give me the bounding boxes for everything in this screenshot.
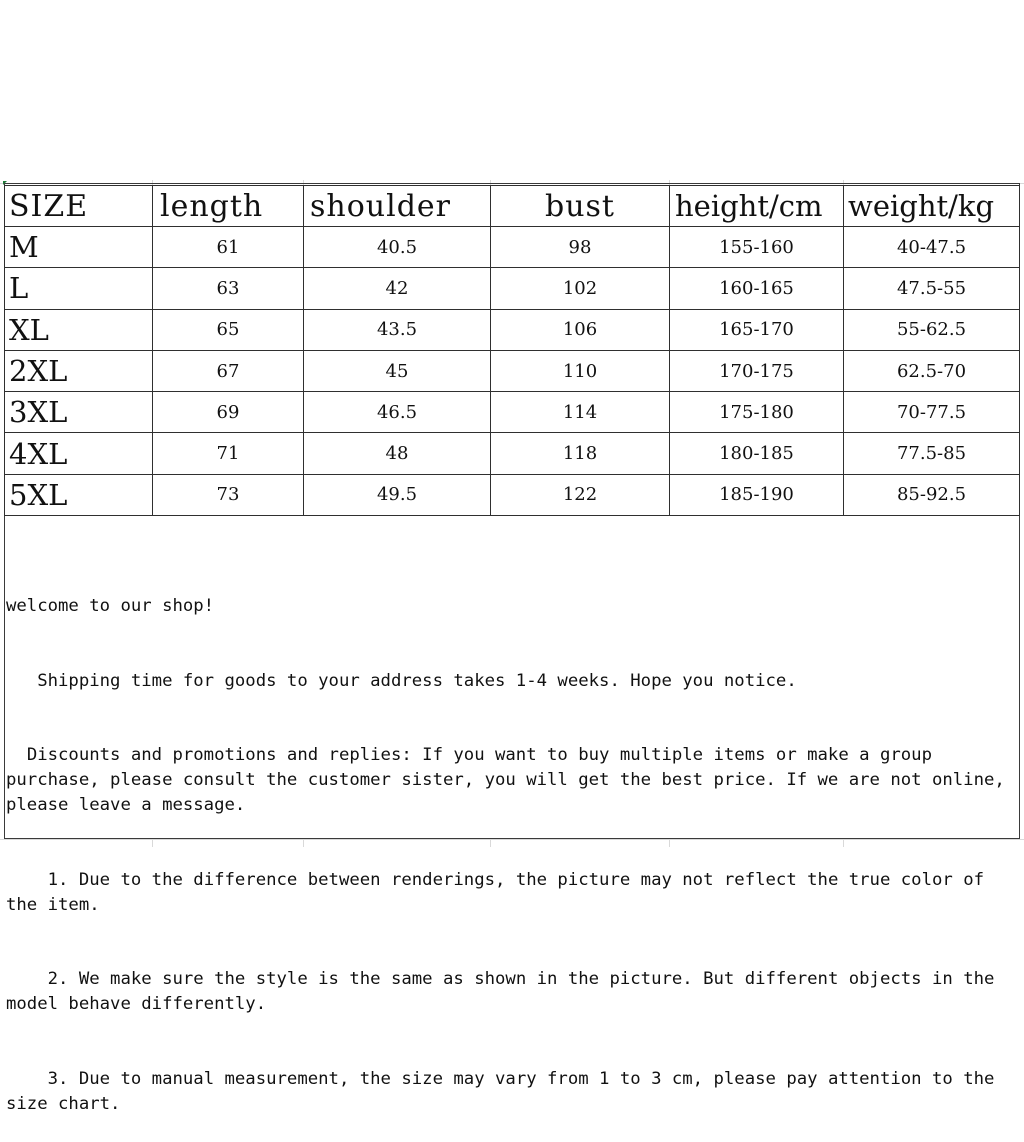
table-row — [5, 309, 1020, 350]
shoulder-cell: 43.5 — [304, 309, 491, 350]
header-length: length — [153, 186, 304, 227]
weight-cell: 85-92.5 — [844, 474, 1020, 515]
weight-cell: 40-47.5 — [844, 227, 1020, 268]
shoulder-cell: 48 — [304, 433, 491, 474]
height-cell: 185-190 — [670, 474, 844, 515]
note-1: 1. Due to the difference between renderings, the picture may not reflect the true color of the item. — [6, 869, 995, 915]
weight-cell: 70-77.5 — [844, 392, 1020, 433]
height-cell: 160-165 — [670, 268, 844, 309]
size-cell: 4XL — [5, 433, 153, 474]
header-weight: weight/kg — [844, 186, 1020, 227]
shop-notes — [6, 544, 1014, 1142]
size-cell: 2XL — [5, 350, 153, 391]
height-cell: 165-170 — [670, 309, 844, 350]
size-cell: L — [5, 268, 153, 309]
height-cell: 180-185 — [670, 433, 844, 474]
shipping-line: Shipping time for goods to your address takes 1-4 weeks. Hope you notice. — [6, 670, 797, 691]
table-row — [5, 433, 1020, 474]
note-2: 2. We make sure the style is the same as shown in the picture. But different objects in the model behave differently. — [6, 969, 1005, 1015]
weight-cell: 55-62.5 — [844, 309, 1020, 350]
size-cell: 5XL — [5, 474, 153, 515]
height-cell: 155-160 — [670, 227, 844, 268]
bust-cell: 114 — [491, 392, 670, 433]
shoulder-cell: 46.5 — [304, 392, 491, 433]
table-row — [5, 350, 1020, 391]
bust-cell: 102 — [491, 268, 670, 309]
size-cell: 3XL — [5, 392, 153, 433]
height-cell: 175-180 — [670, 392, 844, 433]
bust-cell: 122 — [491, 474, 670, 515]
table-row — [5, 392, 1020, 433]
shoulder-cell: 49.5 — [304, 474, 491, 515]
table-row — [5, 227, 1020, 268]
size-cell: XL — [5, 309, 153, 350]
discounts-paragraph: Discounts and promotions and replies: If you want to buy multiple items or make a group purchase, please consult the customer sister, you will get the best price. If we are not online, please leave a message. — [6, 745, 1016, 816]
weight-cell: 62.5-70 — [844, 350, 1020, 391]
bust-cell: 110 — [491, 350, 670, 391]
length-cell: 73 — [153, 474, 304, 515]
shoulder-cell: 45 — [304, 350, 491, 391]
bust-cell: 98 — [491, 227, 670, 268]
size-cell: M — [5, 227, 153, 268]
height-cell: 170-175 — [670, 350, 844, 391]
header-height: height/cm — [670, 186, 844, 227]
weight-cell: 47.5-55 — [844, 268, 1020, 309]
length-cell: 63 — [153, 268, 304, 309]
length-cell: 65 — [153, 309, 304, 350]
header-bust: bust — [491, 186, 670, 227]
shoulder-cell: 42 — [304, 268, 491, 309]
bust-cell: 118 — [491, 433, 670, 474]
length-cell: 71 — [153, 433, 304, 474]
bust-cell: 106 — [491, 309, 670, 350]
size-chart-table — [4, 185, 1020, 516]
note-3: 3. Due to manual measurement, the size may vary from 1 to 3 cm, please pay attention to the size chart. — [6, 1069, 1005, 1114]
length-cell: 61 — [153, 227, 304, 268]
table-row — [5, 268, 1020, 309]
header-size: SIZE — [5, 186, 153, 227]
weight-cell: 77.5-85 — [844, 433, 1020, 474]
table-header-row — [5, 186, 1020, 227]
header-shoulder: shoulder — [304, 186, 491, 227]
table-row — [5, 474, 1020, 515]
welcome-line: welcome to our shop! — [6, 595, 215, 616]
length-cell: 67 — [153, 350, 304, 391]
shoulder-cell: 40.5 — [304, 227, 491, 268]
length-cell: 69 — [153, 392, 304, 433]
